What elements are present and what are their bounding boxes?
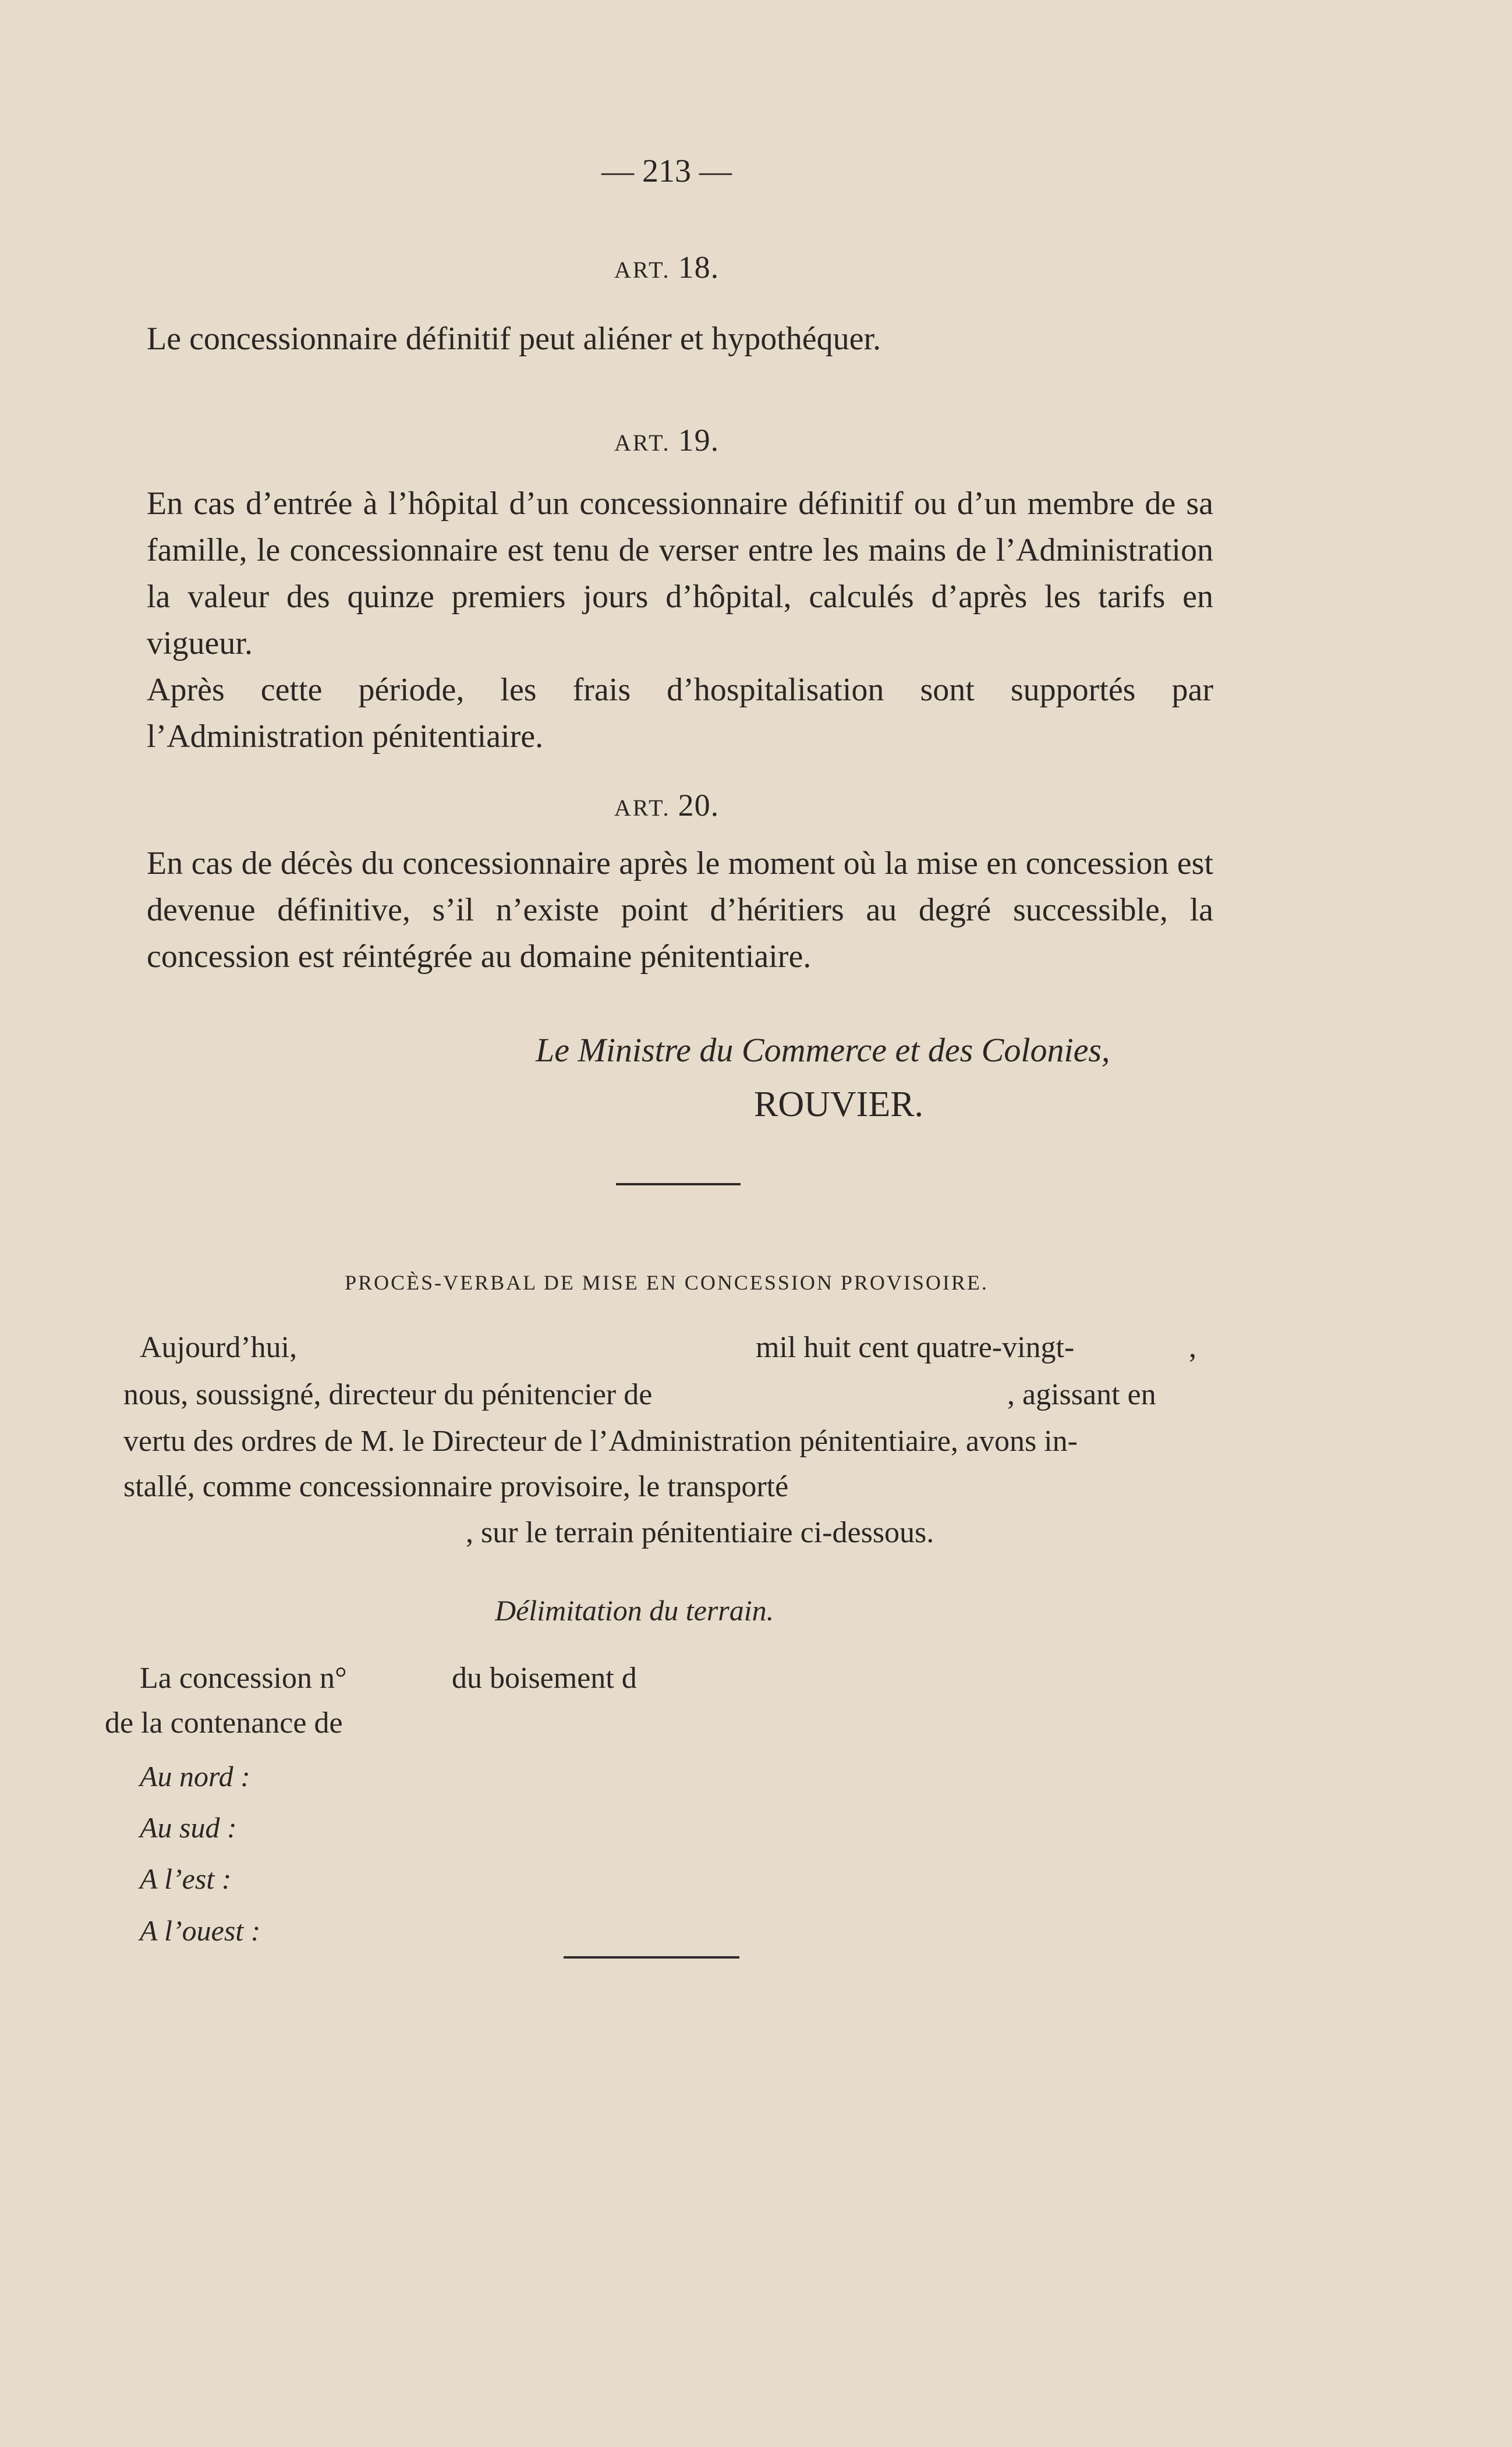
article-heading-20	[0, 787, 1333, 823]
article-18-paragraph: Le concessionnaire définitif peut aliéner et hypothéquer.	[147, 321, 881, 357]
boisement-label: du boisement d	[452, 1662, 637, 1695]
article-number: 20.	[678, 788, 720, 823]
form-line1-a: Aujourd’hui,	[140, 1331, 298, 1364]
form-line1-b: mil huit cent quatre-vingt-	[756, 1331, 1075, 1364]
article-19-paragraph-1: En cas d’entrée à l’hôpital d’un concessionnaire définitif ou d’un membre de sa famille, le concessionnaire est tenu de verser entre les mains de l’Administration la valeur des quinze premiers jours d’hôpital, calculés d’après les tarifs en vigueur.	[147, 486, 1213, 661]
direction-west: A l’ouest :	[140, 1914, 261, 1947]
article-number: 19.	[678, 423, 720, 458]
proces-verbal-title: PROCÈS-VERBAL DE MISE EN CONCESSION PROVISOIRE.	[345, 1271, 989, 1294]
direction-south: Au sud :	[140, 1811, 237, 1844]
form-line3: vertu des ordres de M. le Directeur de l’Administration pénitentiaire, avons in-	[123, 1425, 1078, 1458]
direction-east: A l’est :	[140, 1862, 232, 1895]
closing-rule	[564, 1956, 739, 1959]
article-label: ART.	[614, 257, 671, 283]
concession-number-label: La concession n°	[140, 1662, 347, 1695]
page-number: — 213 —	[601, 153, 732, 189]
form-line2-b: , agissant en	[1007, 1378, 1156, 1411]
article-19-paragraph-2: Après cette période, les frais d’hospitalisation sont supportés par l’Administration pénitentiaire.	[147, 672, 1213, 755]
form-line1-c: ,	[1189, 1331, 1196, 1364]
contenance-label: de la contenance de	[105, 1706, 343, 1740]
article-number: 18.	[678, 250, 720, 285]
delimitation-heading: Délimitation du terrain.	[495, 1594, 774, 1627]
form-line4: stallé, comme concessionnaire provisoire, le transporté	[123, 1470, 789, 1503]
article-20-paragraph: En cas de décès du concessionnaire après le moment où la mise en concession est devenue définitive, s’il n’existe point d’héritiers au degré successible, la concession est réintégrée au domaine pénitentiaire.	[147, 845, 1213, 975]
signature-name: ROUVIER.	[754, 1085, 924, 1124]
direction-north: Au nord :	[140, 1760, 250, 1793]
article-label: ART.	[614, 430, 671, 456]
form-line5: , sur le terrain pénitentiaire ci-dessous.	[466, 1516, 934, 1549]
article-label: ART.	[614, 795, 671, 821]
form-line2-a: nous, soussigné, directeur du pénitencier de	[123, 1378, 653, 1411]
article-heading-19	[0, 422, 1333, 458]
article-heading-18	[0, 249, 1333, 285]
signature-title: Le Ministre du Commerce et des Colonies,	[536, 1031, 1110, 1069]
divider-rule	[616, 1183, 741, 1185]
